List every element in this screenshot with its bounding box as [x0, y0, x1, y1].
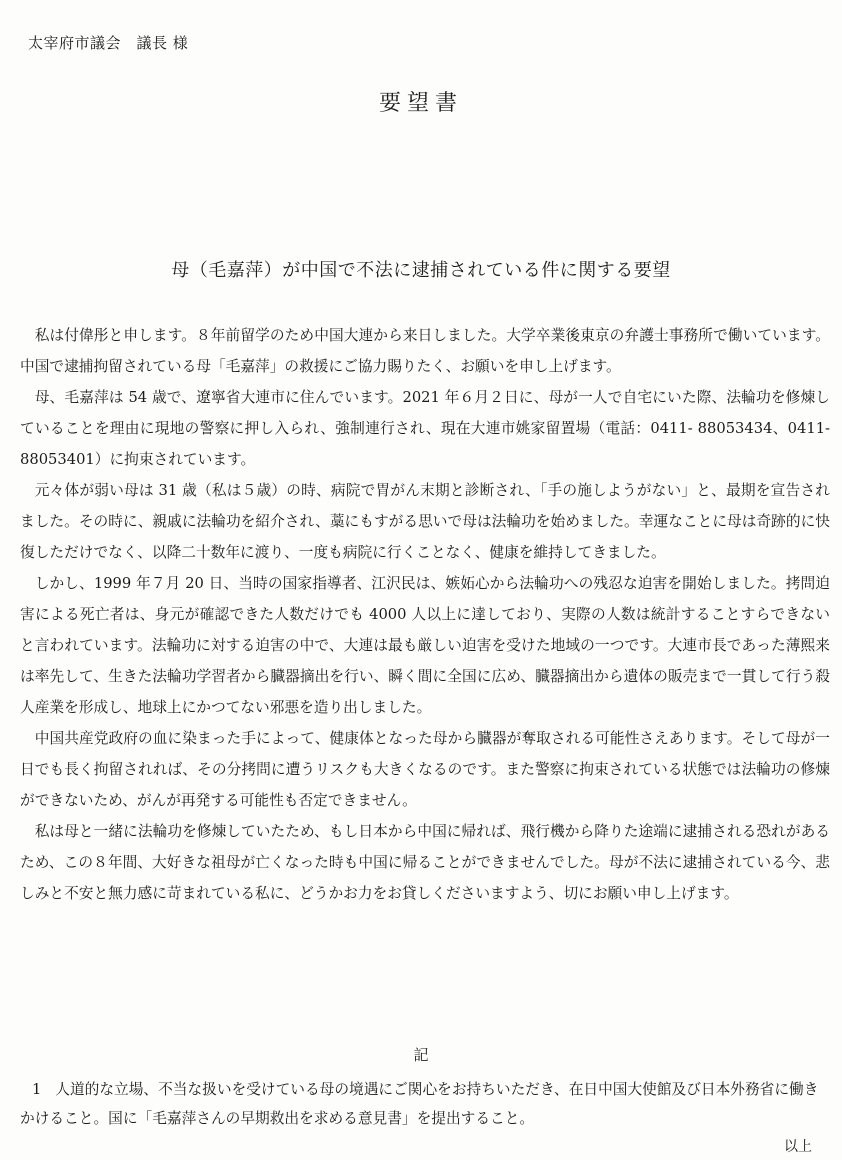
letter-body: [20, 320, 830, 909]
paragraph: 中国共産党政府の血に染まった手によって、健康体となった母から臓器が奪取される可能性さえあります。そして母が一日でも長く拘留されれば、その分拷問に遭うリスクも大きくなるのです。また警察に拘束されている状態では法輪功の修煉ができないため、がんが再発する可能性も否定できません。: [20, 730, 830, 809]
ki-marker: 記: [413, 1046, 429, 1064]
paragraph: 母、毛嘉萍は 54 歳で、遼寧省大連市に住んでいます。2021 年６月２日に、母が一人で自宅にいた際、法輪功を修煉していることを理由に現地の警察に押し入られ、強制連行され、現在大連市姚家留置場（電話：0411- 88053434、0411-88053401）に拘束されています。: [20, 389, 830, 468]
document-title: 要望書: [378, 91, 463, 116]
request-item: [20, 1075, 830, 1133]
subject-heading: 母（毛嘉萍）が中国で不法に逮捕されている件に関する要望: [171, 260, 671, 281]
paragraph: 元々体が弱い母は 31 歳（私は５歳）の時、病院で胃がん末期と診断され、「手の施しようがない」と、最期を宣告されました。その時に、親戚に法輪功を紹介され、藁にもすがる思いで母は法輪功を始めました。幸運なことに母は奇跡的に快復しただけでなく、以降二十数年に渡り、一度も病院に行くことなく、健康を維持してきました。: [20, 482, 830, 561]
closing-mark: 以上: [784, 1139, 812, 1155]
paragraph: 私は付偉彤と申します。８年前留学のため中国大連から来日しました。大学卒業後東京の弁護士事務所で働いています。中国で逮捕拘留されている母「毛嘉萍」の救援にご協力賜りたく、お願いを申し上げます。: [20, 327, 830, 375]
addressee: 太宰府市議会 議長 様: [28, 34, 189, 52]
request-text: 人道的な立場、不当な扱いを受けている母の境遇にご関心をお持ちいただき、在日中国大使館及び日本外務省に働きかけること。国に「毛嘉萍さんの早期救出を求める意見書」を提出すること。: [20, 1081, 819, 1127]
paragraph: 私は母と一緒に法輪功を修煉していたため、もし日本から中国に帰れば、飛行機から降りた途端に逮捕される恐れがあるため、この８年間、大好きな祖母が亡くなった時も中国に帰ることができませんでした。母が不法に逮捕されている今、悲しみと不安と無力感に苛まれている私に、どうかお力をお貸しくださいますよう、切にお願い申し上げます。: [20, 823, 830, 902]
request-number: 1: [32, 1081, 42, 1098]
paragraph: しかし、1999 年７月 20 日、当時の国家指導者、江沢民は、嫉妬心から法輪功への残忍な迫害を開始しました。拷問迫害による死亡者は、身元が確認できた人数だけでも 4000 人以上に達しており、実際の人数は統計することすらできないと言われています。法輪功に対する迫害の中で、大連は最も厳しい迫害を受けた地域の一つです。大連市長であった薄熙来は率先して、生きた法輪功学習者から臓器摘出を行い、瞬く間に全国に広め、臓器摘出から遺体の販売まで一貫して行う殺人産業を形成し、地球上にかつてない邪悪を造り出しました。: [20, 575, 830, 716]
